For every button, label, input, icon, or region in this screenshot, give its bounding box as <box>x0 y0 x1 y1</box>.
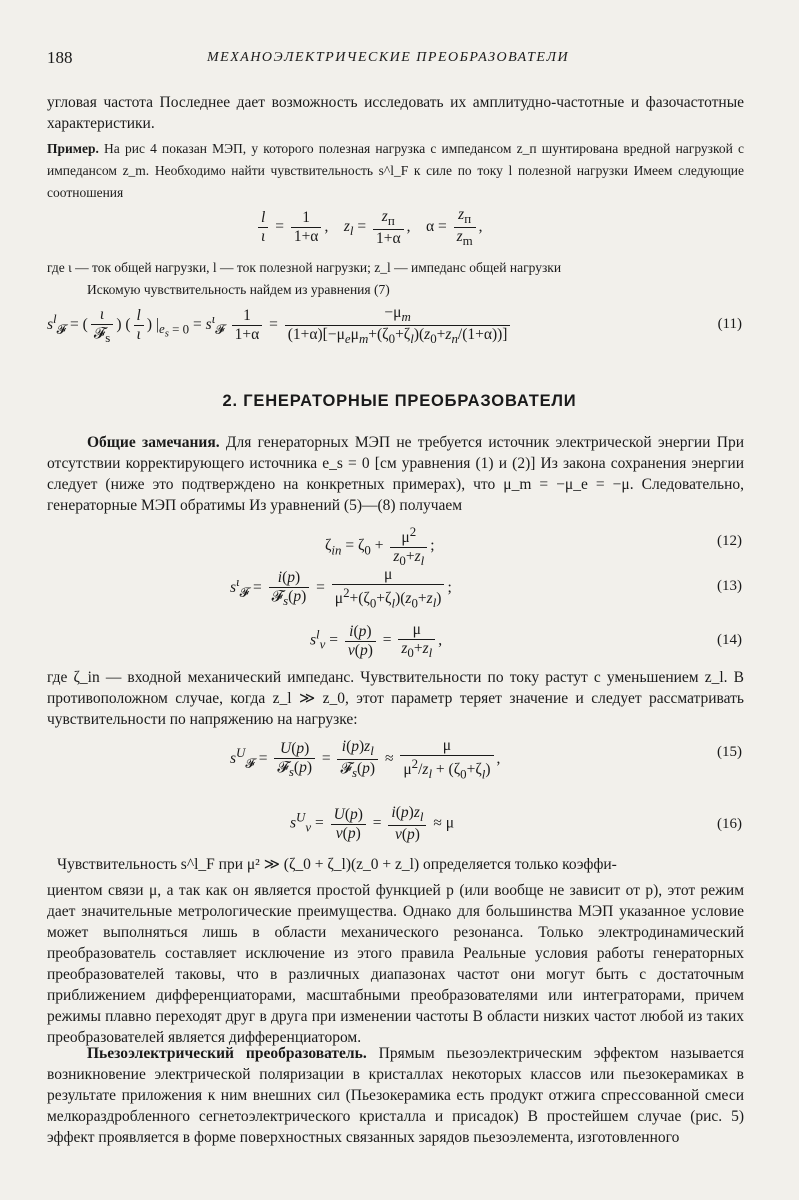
page-header <box>47 48 747 72</box>
eq-number-13: (13) <box>717 578 742 594</box>
after-14-paragraph: где ζ_in — входной механический импеданс. Чувствительности по току растут с уменьшением z_l. В противоположном случае, когда z_l ≫ z_0, этот параметр теряет значение и следует рассматривать чувствительности по напряжению на нагрузке: <box>47 669 744 728</box>
formula-11: $s^l_𝓕$ = ( $\frac{\iota}{𝓕_s}$ ) ( $\frac{l}{\iota}$ ) $|_{e_s = 0} = s^\iota_𝓕$ $\frac{1}{1+\alpha}$ = $\frac{-\mu_m}{(1+\alpha)[-\mu_e\mu_m+(\zeta_0+\zeta_l)(z_0+z_n/(1+\alpha))]}$ <box>47 304 513 347</box>
intro-paragraph: угловая частота Последнее дает возможность исследовать их амплитудно-частотные и фазочастотные характеристики. <box>47 94 744 132</box>
formula-relations: $\frac{l}{\iota}$ = $\frac{1}{1+\alpha}$ , $z_l$ = $\frac{z_п}{1+\alpha}$ , α = $\frac{z_п}{z_m}$ , <box>255 206 483 249</box>
eq-number-14: (14) <box>717 632 742 648</box>
after-16-paragraph: циентом связи μ, а так как он является простой функцией p (или вообще не зависит от p), этот режим дает значительные метрологические преимущества. Однако для большинства МЭП указанное условие может выполняться лишь в области механического резонанса. Только электродинамический преобразователь составляет исключение из этого правила Реальные условия работы генераторных преобразователей таковы, что в различных диапазонах частот они могут быть с достаточным приближением дифференциаторами, масштабными преобразователями или интеграторами, причем режимы плавно переходят друг в друга при изменении частоты В области низких частот любой из таких преобразователей является дифференциатором. <box>47 882 744 1046</box>
general-label: Общие замечания. <box>87 434 220 451</box>
running-title: МЕХАНОЭЛЕКТРИЧЕСКИЕ ПРЕОБРАЗОВАТЕЛИ <box>207 50 570 65</box>
formula-16: $s^U_v$ = $\frac{U(p)}{v(p)}$ = $\frac{i(p)z_l}{v(p)}$ ≈ μ <box>290 804 455 844</box>
formula-14: $s^l_v$ = $\frac{i(p)}{v(p)}$ = $\frac{\mu}{z_0+z_l}$ , <box>310 621 443 661</box>
after-16-line: Чувствительность s^l_F при μ² ≫ (ζ_0 + ζ_l)(z_0 + z_l) определяется только коэффи- <box>57 856 617 873</box>
example-text: На рис 4 показан МЭП, у которого полезная нагрузка с импедансом z_п шунтирована вредной нагрузкой с импедансом z_m. Необходимо найти чувствительность s^l_F к силе по току l полезной нагрузки Имеем следующие соотношения <box>47 141 744 200</box>
formula-15: $s^U_𝓕$ = $\frac{U(p)}{𝓕_s(p)}$ = $\frac{i(p)z_l}{𝓕_s(p)}$ ≈ $\frac{\mu}{\mu^2/z_l + (\zeta_0+\zeta_l)}$ , <box>230 737 501 782</box>
where-paragraph: где ι — ток общей нагрузки, l — ток полезной нагрузки; z_l — импеданс общей нагрузки <box>47 260 562 275</box>
piezo-paragraph <box>47 1043 744 1148</box>
eq-number-15: (15) <box>717 744 742 760</box>
formula-12: $\zeta_{in} = \zeta_0$ + $\frac{\mu^2}{z_0+z_l}$ ; <box>325 524 435 569</box>
general-paragraph <box>47 432 744 516</box>
section-title: 2. ГЕНЕРАТОРНЫЕ ПРЕОБРАЗОВАТЕЛИ <box>222 392 577 410</box>
example-label: Пример. <box>47 141 99 156</box>
eq-number-11: (11) <box>717 316 742 332</box>
piezo-text: Прямым пьезоэлектрическим эффектом называется возникновение электрической поляризации в кристаллах некоторых классов или пьезокерамиках в результате приложения к ним внешних сил (Пьезокерамика есть продукт отжига спрессованной смеси мелкораздробленного сегнетоэлектрического кристалла и присадок) В простейшем случае (рис. 5) эффект проявляется в форме поверхностных связанных зарядов пьезоэлемента, изготовленного <box>47 1045 745 1146</box>
sensitivity-paragraph: Искомую чувствительность найдем из уравнения (7) <box>87 282 390 297</box>
piezo-label: Пьезоэлектрический преобразователь. <box>87 1045 367 1062</box>
page-number: 188 <box>47 48 73 67</box>
eq-number-16: (16) <box>717 816 742 832</box>
general-text: Для генераторных МЭП не требуется источник электрической энергии При отсутствии корректирующего источника e_s = 0 [см уравнения (1) и (2)] Из закона сохранения энергии следует (ниже это подтверждено на конкретных примерах), что μ_m = −μ_e = −μ. Следовательно, генераторные МЭП обратимы Из уравнений (5)—(8) получаем <box>47 434 744 514</box>
formula-13: $s^\iota_𝓕$ = $\frac{i(p)}{𝓕_s(p)}$ = $\frac{\mu}{\mu^2+(\zeta_0+\zeta_l)(z_0+z_l)}$ ; <box>230 566 452 611</box>
eq-number-12: (12) <box>717 533 742 549</box>
example-paragraph <box>47 138 744 204</box>
